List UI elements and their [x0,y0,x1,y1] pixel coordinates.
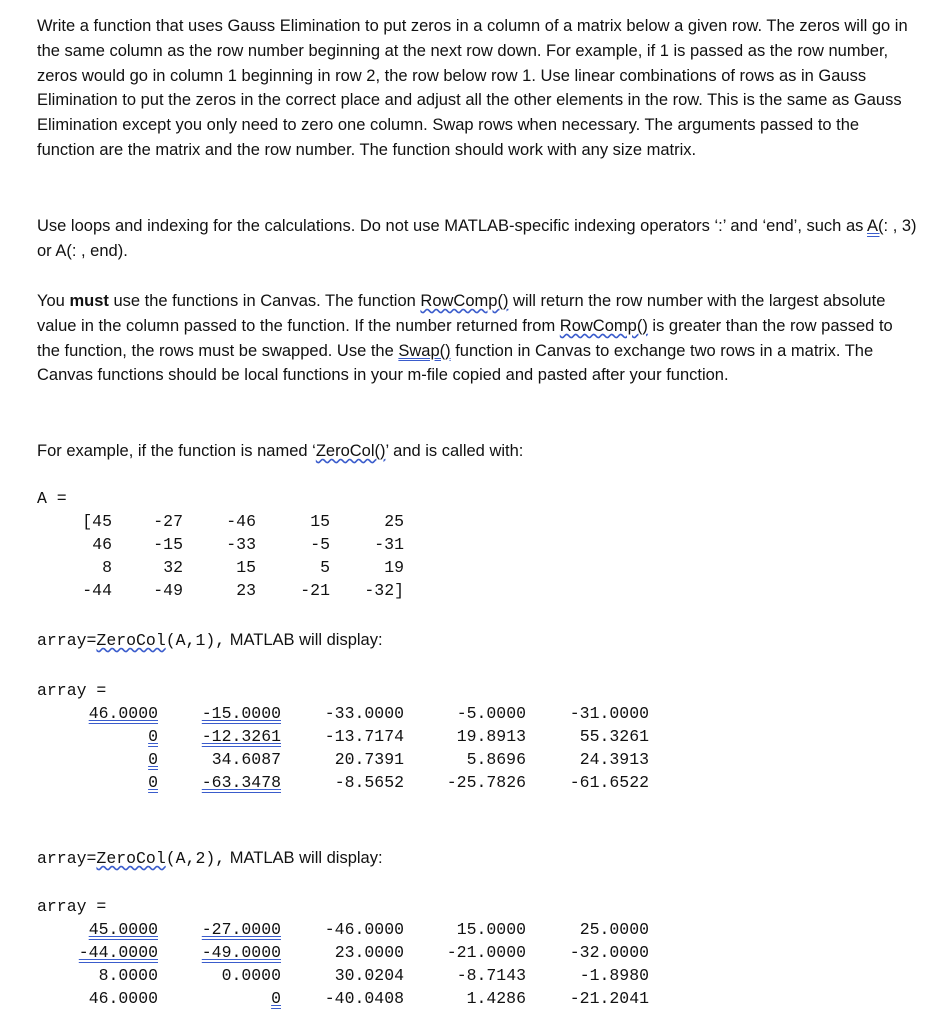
matrixA-cell-r2c1: 46 [92,535,112,554]
matrixA-cell-r3c4: 5 [320,558,330,577]
matrixA-cell-r2c4: -5 [310,535,330,554]
out2-cell-r4c1: 46.0000 [88,989,158,1008]
call-2-prefix: array= [37,849,97,868]
out1-cell-r3c4: 5.8696 [466,750,526,769]
matrix-a-label: A = [37,489,67,508]
example-intro [37,439,917,464]
p3-text-b: use the functions in Canvas. The function [108,292,421,310]
out2-cell-r1c4: 15.0000 [456,920,526,939]
out1-cell-r4c5: -61.6522 [569,773,649,792]
call-1-text: MATLAB will display: [225,631,383,649]
matrixA-cell-r1c4: 15 [310,512,330,531]
call-1-args: (A,1), [165,631,226,650]
call-1 [37,628,917,654]
out2-cell-r3c4: -8.7143 [456,966,526,985]
rowcomp-ref-2: RowComp() [559,316,648,335]
must-emphasis: must [69,292,109,310]
matrixA-cell-r2c3: -33 [226,535,256,554]
matrixA-cell-r1c2: -27 [153,512,183,531]
out1-cell-r4c1: 0 [148,773,158,792]
canvas-functions-instructions [37,289,917,388]
out2-cell-r3c2: 0.0000 [221,966,281,985]
out2-cell-r2c4: -21.0000 [446,943,526,962]
call-2-fn: ZeroCol [96,849,166,868]
p3-text-c: will return the row number with the largest absolute value in the column passed to the function. If the number returned from [37,292,886,335]
p4-text-b: ’ and is called with: [385,442,524,460]
out1-cell-r3c1: 0 [148,750,158,769]
swap-ref: Swap() [398,341,451,360]
out2-cell-r2c3: 23.0000 [334,943,404,962]
out1-cell-r4c4: -25.7826 [446,773,526,792]
out1-cell-r1c3: -33.0000 [324,704,404,723]
indexing-instructions [37,214,917,264]
zerocol-ref: ZeroCol() [315,442,386,460]
matrixA-cell-r2c5: -31 [374,535,404,554]
out2-cell-r4c3: -40.0408 [324,989,404,1008]
out1-cell-r2c3: -13.7174 [324,727,404,746]
out2-cell-r3c1: 8.0000 [98,966,158,985]
matrixA-cell-r4c5: -32] [364,581,404,600]
matrixA-cell-r4c2: -49 [153,581,183,600]
call-2-text: MATLAB will display: [225,849,383,867]
indexing-text: Use loops and indexing for the calculations. Do not use MATLAB-specific indexing operators ‘:’ and ‘end’, such as [37,217,868,235]
out2-cell-r1c5: 25.0000 [579,920,649,939]
matrixA-cell-r1c1: [45 [82,512,112,531]
call-1-fn: ZeroCol [96,631,166,650]
out1-cell-r4c2: -63.3478 [201,773,281,792]
out2-cell-r3c5: -1.8980 [579,966,649,985]
matrixA-cell-r1c3: -46 [226,512,256,531]
out2-cell-r2c1: -44.0000 [78,943,158,962]
rowcomp-ref-1: RowComp() [420,292,509,310]
matrixA-cell-r3c1: 8 [102,558,112,577]
out1-cell-r2c1: 0 [148,727,158,746]
matrixA-cell-r4c4: -21 [300,581,330,600]
out2-cell-r2c2: -49.0000 [201,943,281,962]
matrixA-cell-r2c2: -15 [153,535,183,554]
out1-cell-r2c2: -12.3261 [201,727,281,746]
call-1-prefix: array= [37,631,97,650]
matrixA-cell-r4c1: -44 [82,581,112,600]
out2-cell-r1c3: -46.0000 [324,920,404,939]
p4-text-a: For example, if the function is named ‘ [37,442,316,460]
indexing-example-link: A( [867,217,884,235]
out1-cell-r4c3: -8.5652 [334,773,404,792]
out2-cell-r4c4: 1.4286 [466,989,526,1008]
matrixA-cell-r1c5: 25 [384,512,404,531]
matrixA-cell-r3c3: 15 [236,558,256,577]
out1-cell-r2c5: 55.3261 [579,727,649,746]
out1-cell-r1c1: 46.0000 [88,704,158,723]
out1-cell-r3c2: 34.6087 [211,750,281,769]
out1-cell-r1c4: -5.0000 [456,704,526,723]
p3-text-e: function in Canvas to exchange two rows in a matrix. The Canvas functions should be local functions in your m-file copied and pasted after your function. [37,341,874,385]
problem-description: Write a function that uses Gauss Elimination to put zeros in a column of a matrix below a given row. The zeros will go in the same column as the row number beginning at the next row down. For example, if 1 is passed as the row number, zeros would go in column 1 beginning in row 2, the row below row 1. Use linear combinations of rows as in Gauss Elimination to put the zeros in the correct place and adjust all the other elements in the row. This is the same as Gauss Elimination except you only need to zero one column. Swap rows when necessary. The arguments passed to the function are the matrix and the row number. The function should work with any size matrix. [37,17,908,159]
call-2-args: (A,2), [165,849,226,868]
out1-cell-r1c2: -15.0000 [201,704,281,723]
out2-cell-r1c2: -27.0000 [201,920,281,939]
matrixA-cell-r3c2: 32 [163,558,183,577]
out1-cell-r2c4: 19.8913 [456,727,526,746]
out2-cell-r4c2: 0 [271,989,281,1008]
matrixA-cell-r3c5: 19 [384,558,404,577]
output-2-label: array = [37,897,107,916]
out2-cell-r1c1: 45.0000 [88,920,158,939]
call-2 [37,846,917,872]
out1-cell-r3c3: 20.7391 [334,750,404,769]
out1-cell-r3c5: 24.3913 [579,750,649,769]
out2-cell-r4c5: -21.2041 [569,989,649,1008]
out1-cell-r1c5: -31.0000 [569,704,649,723]
out2-cell-r3c3: 30.0204 [334,966,404,985]
p3-text-d: is greater than the row passed to the function, the rows must be swapped. Use the [37,316,893,360]
indexing-text-end: : , 3) or A(: , end). [37,217,917,260]
matrixA-cell-r4c3: 23 [236,581,256,600]
output-1-label: array = [37,681,107,700]
p3-text-a: You [37,292,70,310]
out2-cell-r2c5: -32.0000 [569,943,649,962]
